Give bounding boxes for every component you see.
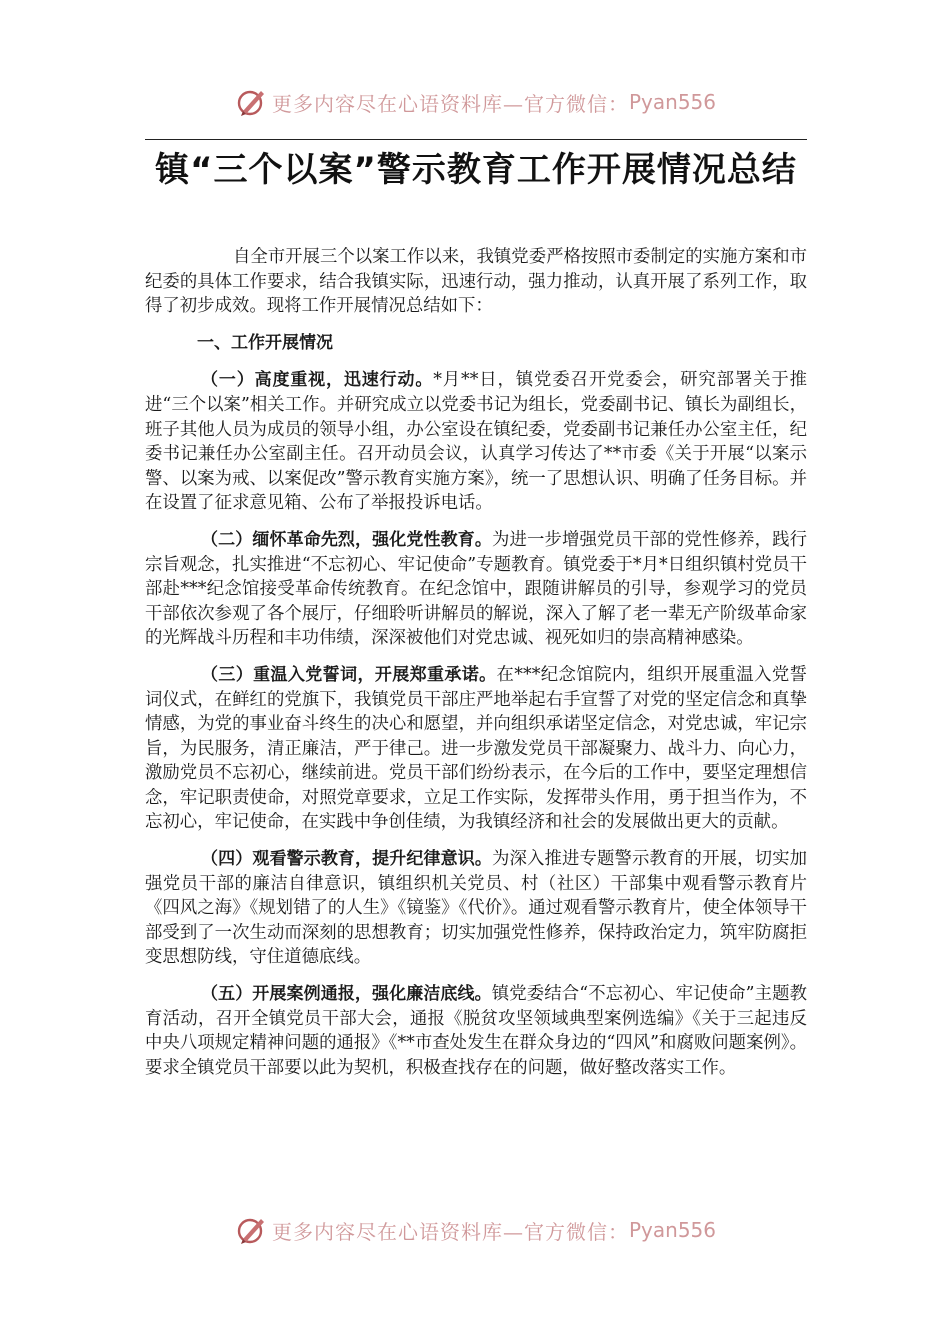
header-banner [0,82,950,122]
banner-text: 更多内容尽在心语资料库—官方微信： [271,91,629,116]
header-rule [145,139,807,140]
document-body [145,245,807,1092]
banner-text: 更多内容尽在心语资料库—官方微信： [271,1219,629,1244]
paragraph-2 [145,528,807,651]
paragraph-heading: （五）开展案例通报，强化廉洁底线。 [201,984,492,1005]
pen-logo-icon [234,1213,268,1247]
paragraph-heading: （二）缅怀革命先烈，强化党性教育。 [201,529,492,550]
banner-wechat-id: Pyan556 [628,1218,716,1242]
paragraph-heading: （三）重温入党誓词，开展郑重承诺。 [201,664,497,685]
paragraph-text: 在***纪念馆院内，组织开展重温入党誓词仪式，在鲜红的党旗下，我镇党员干部庄严地举起右手宣誓了对党的坚定信念和真挚情感，为党的事业奋斗终生的决心和愿望，并向组织承诺坚定信念，对党忠诚，牢记宗旨，为民服务，清正廉洁，严于律己。进一步激发党员干部凝聚力、战斗力、向心力，激励党员不忘初心，继续前进。党员干部们纷纷表示，在今后的工作中，要坚定理想信念，牢记职责使命，对照党章要求，立足工作实际，发挥带头作用，勇于担当作为，不忘初心，牢记使命，在实践中争创佳绩，为我镇经济和社会的发展做出更大的贡献。 [145,664,808,833]
paragraph-text: 为深入推进专题警示教育的开展，切实加强党员干部的廉洁自律意识，镇组织机关党员、村（社区）干部集中观看警示教育片《四风之海》《规划错了的人生》《镜鉴》《代价》。通过观看警示教育片，使全体领导干部受到了一次生动而深刻的思想教育；切实加强党性修养，保持政治定力，筑牢防腐拒变思想防线，守住道德底线。 [145,849,807,968]
paragraph-text: 镇党委结合“不忘初心、牢记使命”主题教育活动，召开全镇党员干部大会，通报《脱贫攻坚领域典型案例选编》《关于三起违反中央八项规定精神问题的通报》《**市查处发生在群众身边的“四风”和腐败问题案例》。要求全镇党员干部要以此为契机，积极查找存在的问题，做好整改落实工作。 [145,984,807,1078]
paragraph-5 [145,982,807,1080]
paragraph-1 [145,368,807,516]
paragraph-3 [145,663,807,835]
section-heading: 一、工作开展情况 [197,332,333,353]
pen-logo-icon [234,85,268,119]
footer-banner [0,1210,950,1250]
paragraph-4 [145,847,807,970]
paragraph-heading: （四）观看警示教育，提升纪律意识。 [201,849,492,870]
paragraph-text: 为进一步增强党员干部的党性修养，践行宗旨观念，扎实推进“不忘初心、牢记使命”专题教育。镇党委于*月*日组织镇村党员干部赴***纪念馆接受革命传统教育。在纪念馆中，跟随讲解员的引导，参观学习的党员干部依次参观了各个展厅，仔细聆听讲解员的解说，深入了解了老一辈无产阶级革命家的光辉战斗历程和丰功伟绩，深深被他们对党忠诚、视死如归的崇高精神感染。 [145,529,807,649]
banner-wechat-id: Pyan556 [628,90,716,114]
intro-paragraph: 自全市开展三个以案工作以来，我镇党委严格按照市委制定的实施方案和市纪委的具体工作要求，结合我镇实际，迅速行动，强力推动，认真开展了系列工作，取得了初步成效。现将工作开展情况总结如下： [145,247,807,317]
document-title: 镇“三个以案”警示教育工作开展情况总结 [155,150,797,190]
paragraph-text: *月**日，镇党委召开党委会，研究部署关于推进“三个以案”相关工作。并研究成立以党委书记为组长，党委副书记、镇长为副组长，班子其他人员为成员的领导小组，办公室设在镇纪委，党委副书记兼任办公室主任，纪委书记兼任办公室副主任。召开动员会议，认真学习传达了**市委《关于开展“以案示警、以案为戒、以案促改”警示教育实施方案》，统一了思想认识、明确了任务目标。并在设置了征求意见箱、公布了举报投诉电话。 [145,370,808,514]
paragraph-heading: （一）高度重视，迅速行动。 [201,370,434,391]
